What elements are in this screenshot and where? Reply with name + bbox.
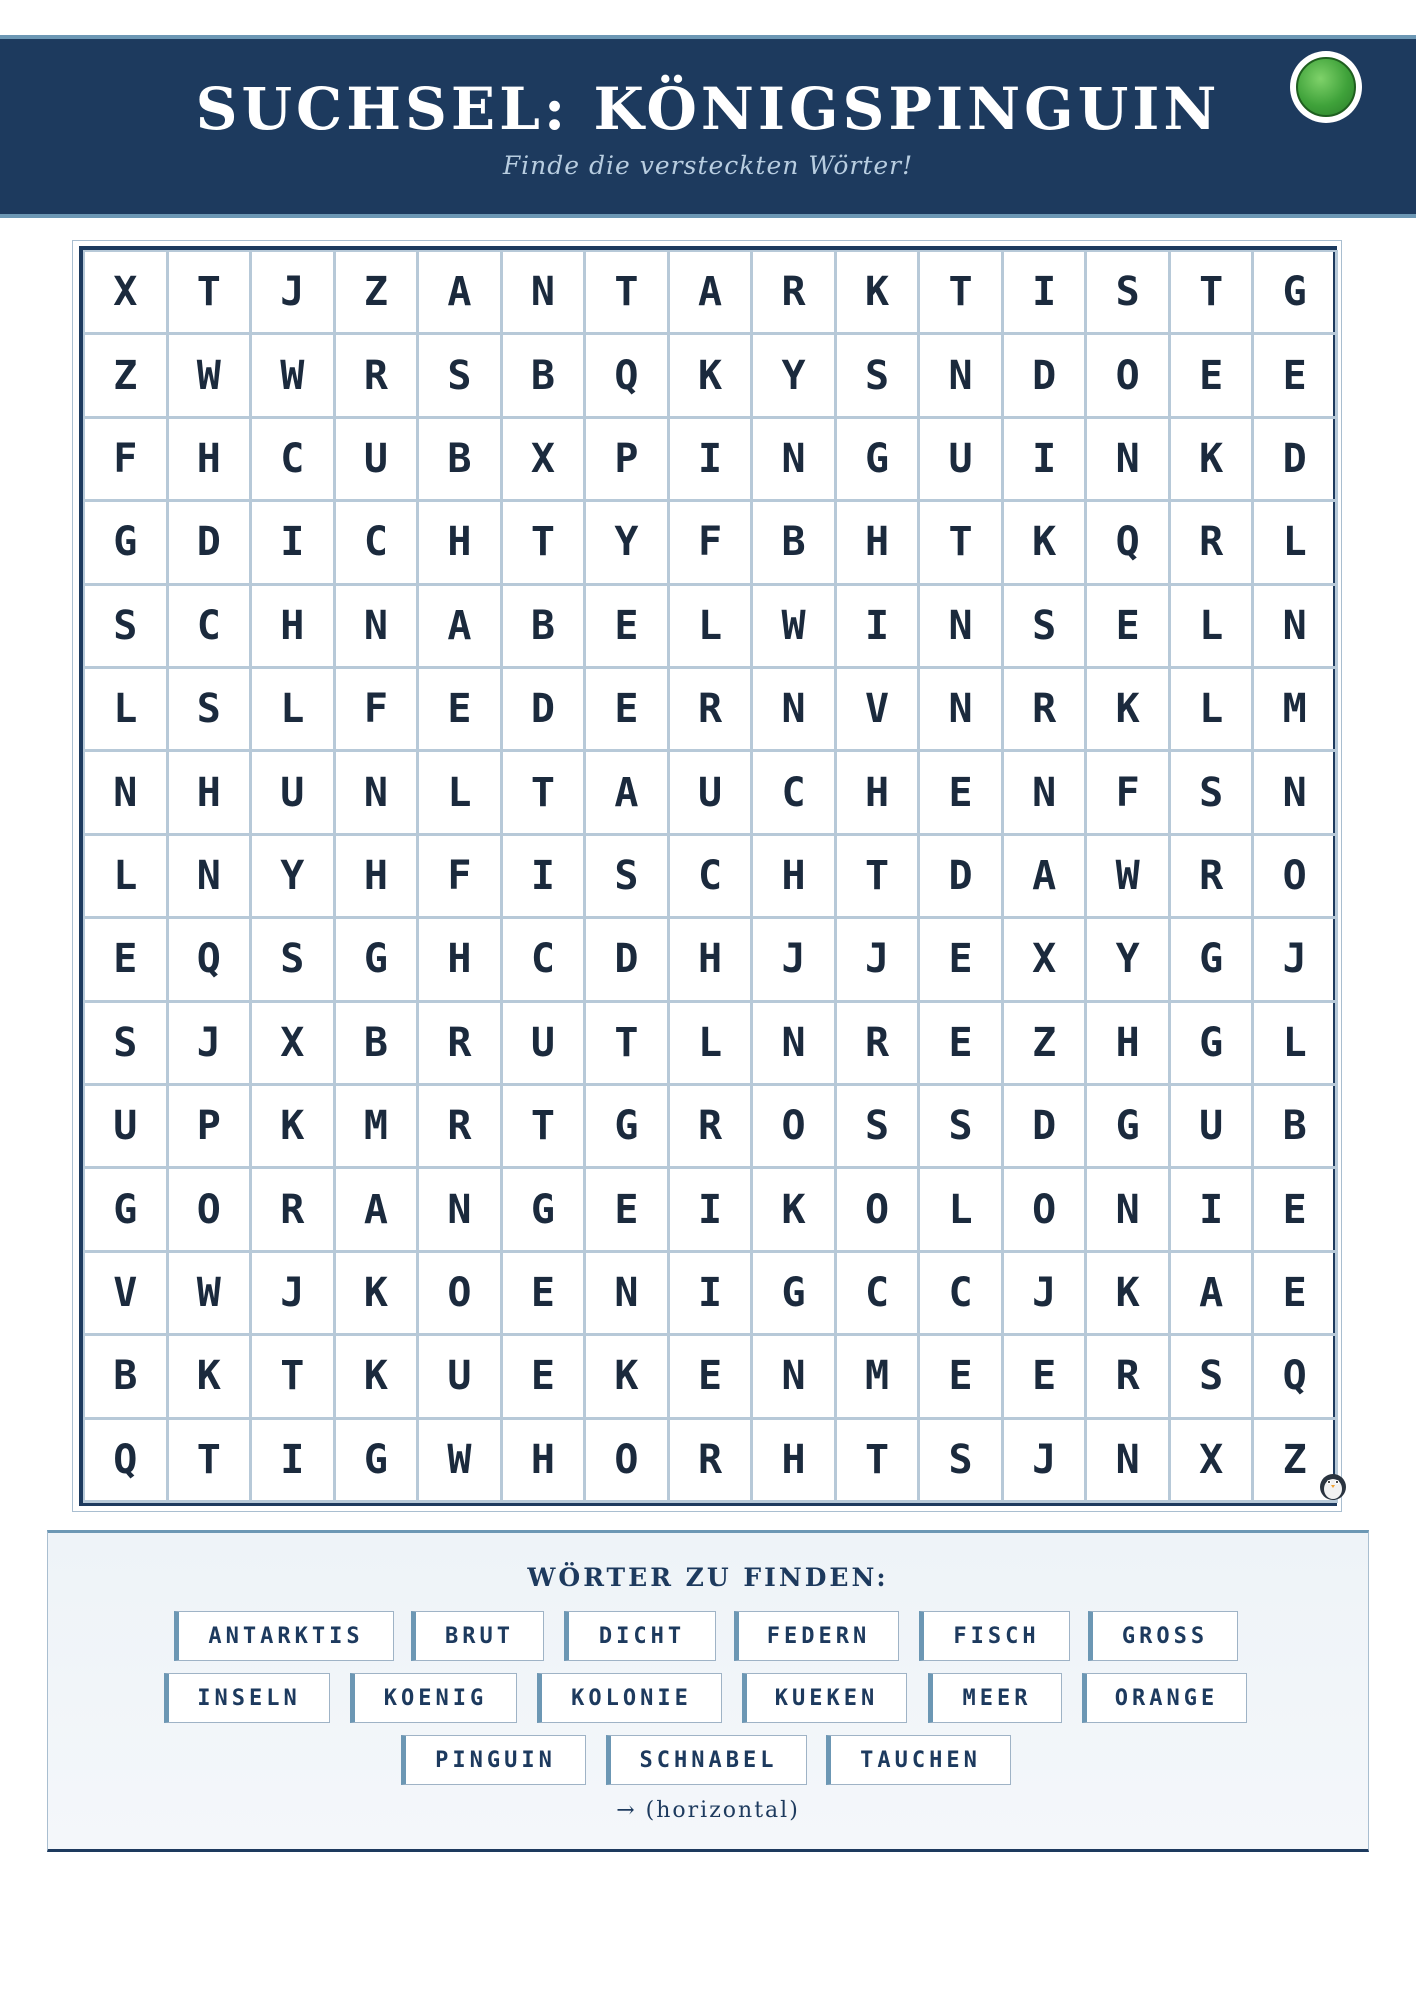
grid-cell[interactable]: I [1004, 252, 1088, 335]
grid-cell[interactable]: O [169, 1169, 253, 1252]
word-tag: KOLONIE [537, 1673, 722, 1723]
grid-cell[interactable]: C [169, 586, 253, 669]
grid-cell[interactable]: N [753, 669, 837, 752]
grid-cell[interactable]: C [503, 919, 587, 1002]
grid-cell[interactable]: A [670, 252, 754, 335]
grid-cell[interactable]: H [753, 1420, 837, 1503]
grid-cell[interactable]: N [419, 1169, 503, 1252]
grid-cell[interactable]: X [1171, 1420, 1255, 1503]
grid-cell[interactable]: G [586, 1086, 670, 1169]
grid-cell[interactable]: T [837, 1420, 921, 1503]
grid-cell[interactable]: S [837, 1086, 921, 1169]
grid-cell[interactable]: Y [252, 836, 336, 919]
grid-cell[interactable]: U [252, 752, 336, 835]
grid-cell[interactable]: L [1254, 1003, 1338, 1086]
word-tag: ORANGE [1082, 1673, 1247, 1723]
word-tag: TAUCHEN [826, 1735, 1011, 1785]
grid-cell[interactable]: F [419, 836, 503, 919]
grid-cell[interactable]: T [503, 752, 587, 835]
grid-cell[interactable]: S [920, 1420, 1004, 1503]
grid-cell[interactable]: H [837, 752, 921, 835]
direction-hint: → (horizontal) [616, 1798, 800, 1823]
grid-cell[interactable]: S [85, 1003, 169, 1086]
grid-cell[interactable]: T [169, 1420, 253, 1503]
grid-cell[interactable]: Q [586, 335, 670, 418]
grid-cell[interactable]: S [920, 1086, 1004, 1169]
grid-cell[interactable]: K [1087, 1253, 1171, 1336]
word-tag: KUEKEN [742, 1673, 907, 1723]
grid-cell[interactable]: C [837, 1253, 921, 1336]
grid-cell[interactable]: N [1087, 1420, 1171, 1503]
grid-cell[interactable]: C [670, 836, 754, 919]
grid-cell[interactable]: F [85, 419, 169, 502]
grid-cell[interactable]: E [920, 1336, 1004, 1419]
grid-cell[interactable]: R [1087, 1336, 1171, 1419]
grid-cell[interactable]: K [670, 335, 754, 418]
grid-cell[interactable]: N [503, 252, 587, 335]
grid-cell[interactable]: A [1004, 836, 1088, 919]
grid-cell[interactable]: N [586, 1253, 670, 1336]
grid-cell[interactable]: E [1254, 1253, 1338, 1336]
grid-cell[interactable]: U [419, 1336, 503, 1419]
grid-cell[interactable]: W [1087, 836, 1171, 919]
grid-cell[interactable]: D [1004, 1086, 1088, 1169]
grid-cell[interactable]: B [753, 502, 837, 585]
status-light-icon [1290, 51, 1362, 123]
grid-cell[interactable]: G [85, 502, 169, 585]
grid-cell[interactable]: B [336, 1003, 420, 1086]
grid-cell[interactable]: H [1087, 1003, 1171, 1086]
grid-cell[interactable]: G [1087, 1086, 1171, 1169]
grid-cell[interactable]: E [586, 586, 670, 669]
grid-cell[interactable]: U [1171, 1086, 1255, 1169]
grid-cell[interactable]: L [1254, 502, 1338, 585]
grid-cell[interactable]: U [920, 419, 1004, 502]
grid-cell[interactable]: K [1171, 419, 1255, 502]
word-tag: GROSS [1088, 1611, 1238, 1661]
grid-cell[interactable]: V [85, 1253, 169, 1336]
grid-cell[interactable]: O [1004, 1169, 1088, 1252]
grid-cell[interactable]: E [503, 1336, 587, 1419]
grid-cell[interactable]: C [920, 1253, 1004, 1336]
grid-cell[interactable]: A [586, 752, 670, 835]
grid-cell[interactable]: U [670, 752, 754, 835]
grid-cell[interactable]: U [85, 1086, 169, 1169]
grid-cell[interactable]: A [1171, 1253, 1255, 1336]
grid-cell[interactable]: N [920, 335, 1004, 418]
grid-cell[interactable]: R [670, 1420, 754, 1503]
penguin-icon [1316, 1468, 1350, 1502]
grid-cell[interactable]: Z [85, 335, 169, 418]
word-tag: FEDERN [734, 1611, 899, 1661]
grid-cell[interactable]: W [169, 335, 253, 418]
grid-cell[interactable]: L [419, 752, 503, 835]
grid-cell[interactable]: K [336, 1336, 420, 1419]
grid-cell[interactable]: G [503, 1169, 587, 1252]
grid-cell[interactable]: K [586, 1336, 670, 1419]
word-tag: INSELN [164, 1673, 330, 1723]
grid-cell[interactable]: B [503, 335, 587, 418]
grid-cell[interactable]: K [753, 1169, 837, 1252]
grid-cell[interactable]: Q [1087, 502, 1171, 585]
grid-cell[interactable]: J [837, 919, 921, 1002]
grid-cell[interactable]: O [586, 1420, 670, 1503]
grid-cell[interactable]: S [419, 335, 503, 418]
grid-cell[interactable]: N [753, 1336, 837, 1419]
grid-cell[interactable]: S [586, 836, 670, 919]
grid-cell[interactable]: C [753, 752, 837, 835]
grid-cell[interactable]: R [670, 1086, 754, 1169]
grid-cell[interactable]: R [419, 1003, 503, 1086]
grid-cell[interactable]: O [753, 1086, 837, 1169]
grid-cell[interactable]: U [503, 1003, 587, 1086]
grid-cell[interactable]: S [252, 919, 336, 1002]
grid-cell[interactable]: N [1087, 419, 1171, 502]
grid-cell[interactable]: B [85, 1336, 169, 1419]
grid-cell[interactable]: H [419, 919, 503, 1002]
word-tag: MEER [928, 1673, 1062, 1723]
grid-cell[interactable]: N [1254, 586, 1338, 669]
grid-cell[interactable]: R [670, 669, 754, 752]
grid-cell[interactable]: S [1171, 752, 1255, 835]
grid-cell[interactable]: N [1004, 752, 1088, 835]
grid-cell[interactable]: L [670, 586, 754, 669]
grid-cell[interactable]: D [1004, 335, 1088, 418]
grid-cell[interactable]: N [1087, 1169, 1171, 1252]
grid-cell[interactable]: E [1254, 1169, 1338, 1252]
grid-cell[interactable]: C [252, 419, 336, 502]
grid-cell[interactable]: G [1171, 1003, 1255, 1086]
grid-cell[interactable]: R [753, 252, 837, 335]
grid-cell[interactable]: N [753, 1003, 837, 1086]
grid-cell[interactable]: Y [1087, 919, 1171, 1002]
grid-cell[interactable]: T [920, 252, 1004, 335]
grid-cell[interactable]: Y [586, 502, 670, 585]
grid-cell[interactable]: J [1004, 1253, 1088, 1336]
grid-cell[interactable]: R [1171, 502, 1255, 585]
grid-cell[interactable]: K [837, 252, 921, 335]
grid-cell[interactable]: O [1254, 836, 1338, 919]
grid-cell[interactable]: T [1171, 252, 1255, 335]
grid-cell[interactable]: I [1004, 419, 1088, 502]
grid-cell[interactable]: J [252, 252, 336, 335]
grid-cell[interactable]: B [419, 419, 503, 502]
grid-cell[interactable]: E [920, 1003, 1004, 1086]
grid-cell[interactable]: A [336, 1169, 420, 1252]
grid-cell[interactable]: H [503, 1420, 587, 1503]
grid-cell[interactable]: Y [753, 335, 837, 418]
grid-cell[interactable]: W [169, 1253, 253, 1336]
grid-cell[interactable]: E [419, 669, 503, 752]
grid-cell[interactable]: N [169, 836, 253, 919]
grid-cell[interactable]: T [837, 836, 921, 919]
grid-cell[interactable]: J [1254, 919, 1338, 1002]
grid-cell[interactable]: Z [1004, 1003, 1088, 1086]
grid-cell[interactable]: E [1004, 1336, 1088, 1419]
grid-cell[interactable]: H [169, 419, 253, 502]
grid-cell[interactable]: S [837, 335, 921, 418]
header-banner [0, 35, 1416, 218]
grid-cell[interactable]: D [920, 836, 1004, 919]
page-subtitle: Finde die versteckten Wörter! [502, 151, 914, 180]
grid-cell[interactable]: P [586, 419, 670, 502]
grid-cell[interactable]: Q [169, 919, 253, 1002]
grid-cell[interactable]: S [85, 586, 169, 669]
grid-cell[interactable]: J [753, 919, 837, 1002]
grid-cell[interactable]: I [1171, 1169, 1255, 1252]
grid-cell[interactable]: N [920, 669, 1004, 752]
grid-cell[interactable]: R [1004, 669, 1088, 752]
grid-cell[interactable]: G [837, 419, 921, 502]
grid-cell[interactable]: R [837, 1003, 921, 1086]
grid-cell[interactable]: G [753, 1253, 837, 1336]
grid-cell[interactable]: Z [336, 252, 420, 335]
grid-cell[interactable]: M [837, 1336, 921, 1419]
grid-cell[interactable]: B [503, 586, 587, 669]
grid-cell[interactable]: J [252, 1253, 336, 1336]
grid-cell[interactable]: I [670, 419, 754, 502]
grid-cell[interactable]: S [1087, 252, 1171, 335]
grid-cell[interactable]: E [1171, 335, 1255, 418]
grid-cell[interactable]: K [252, 1086, 336, 1169]
grid-cell[interactable]: V [837, 669, 921, 752]
grid-cell[interactable]: T [586, 252, 670, 335]
grid-cell[interactable]: N [1254, 752, 1338, 835]
grid-cell[interactable]: O [1087, 335, 1171, 418]
grid-cell[interactable]: A [419, 252, 503, 335]
grid-cell[interactable]: N [753, 419, 837, 502]
grid-cell[interactable]: N [336, 586, 420, 669]
grid-cell[interactable]: F [1087, 752, 1171, 835]
grid-cell[interactable]: L [1171, 586, 1255, 669]
grid-cell[interactable]: T [503, 502, 587, 585]
grid-cell[interactable]: W [419, 1420, 503, 1503]
grid-cell[interactable]: R [1171, 836, 1255, 919]
grid-cell[interactable]: H [419, 502, 503, 585]
grid-cell[interactable]: G [1254, 252, 1338, 335]
grid-cell[interactable]: S [169, 669, 253, 752]
grid-cell[interactable]: D [169, 502, 253, 585]
grid-cell[interactable]: M [1254, 669, 1338, 752]
word-tag: DICHT [564, 1611, 716, 1661]
grid-cell[interactable]: E [920, 752, 1004, 835]
grid-cell[interactable]: X [503, 419, 587, 502]
grid-cell[interactable]: L [1171, 669, 1255, 752]
grid-cell[interactable]: H [252, 586, 336, 669]
grid-cell[interactable]: I [837, 586, 921, 669]
grid-cell[interactable]: X [252, 1003, 336, 1086]
grid-cell[interactable]: E [1254, 335, 1338, 418]
grid-cell[interactable]: G [336, 919, 420, 1002]
grid-cell[interactable]: W [753, 586, 837, 669]
grid-cell[interactable]: H [670, 919, 754, 1002]
word-list-panel [47, 1530, 1369, 1852]
grid-cell[interactable]: I [503, 836, 587, 919]
grid-cell[interactable]: E [1087, 586, 1171, 669]
grid-cell[interactable]: M [336, 1086, 420, 1169]
grid-cell[interactable]: L [85, 669, 169, 752]
grid-cell[interactable]: I [670, 1253, 754, 1336]
grid-cell[interactable]: E [586, 1169, 670, 1252]
word-tag: FISCH [919, 1611, 1070, 1661]
letter-grid [83, 250, 1338, 1503]
word-tag: BRUT [411, 1611, 544, 1661]
grid-cell[interactable]: E [85, 919, 169, 1002]
grid-cell[interactable]: H [336, 836, 420, 919]
grid-cell[interactable]: L [920, 1169, 1004, 1252]
grid-cell[interactable]: J [1004, 1420, 1088, 1503]
grid-cell[interactable]: D [586, 919, 670, 1002]
grid-cell[interactable]: T [503, 1086, 587, 1169]
grid-cell[interactable]: X [1004, 919, 1088, 1002]
grid-cell[interactable]: Q [85, 1420, 169, 1503]
grid-cell[interactable]: W [252, 335, 336, 418]
grid-cell[interactable]: G [1171, 919, 1255, 1002]
grid-cell[interactable]: I [252, 1420, 336, 1503]
grid-cell[interactable]: E [670, 1336, 754, 1419]
grid-cell[interactable]: K [1087, 669, 1171, 752]
grid-cell[interactable]: Z [1254, 1420, 1338, 1503]
grid-cell[interactable]: N [336, 752, 420, 835]
grid-cell[interactable]: E [586, 669, 670, 752]
grid-cell[interactable]: N [920, 586, 1004, 669]
grid-cell[interactable]: R [252, 1169, 336, 1252]
grid-cell[interactable]: L [85, 836, 169, 919]
grid-cell[interactable]: U [336, 419, 420, 502]
grid-cell[interactable]: K [336, 1253, 420, 1336]
grid-cell[interactable]: G [336, 1420, 420, 1503]
grid-cell[interactable]: A [419, 586, 503, 669]
grid-cell[interactable]: B [1254, 1086, 1338, 1169]
page-title: SUCHSEL: KÖNIGSPINGUIN [195, 75, 1221, 143]
grid-cell[interactable]: K [1004, 502, 1088, 585]
word-tag: PINGUIN [401, 1735, 586, 1785]
grid-cell[interactable]: K [169, 1336, 253, 1419]
grid-cell[interactable]: T [252, 1336, 336, 1419]
grid-cell[interactable]: T [169, 252, 253, 335]
grid-cell[interactable]: X [85, 252, 169, 335]
grid-cell[interactable]: R [336, 335, 420, 418]
grid-cell[interactable]: N [85, 752, 169, 835]
grid-cell[interactable]: R [419, 1086, 503, 1169]
word-tag: KOENIG [350, 1673, 517, 1723]
grid-cell[interactable]: F [336, 669, 420, 752]
grid-cell[interactable]: S [1004, 586, 1088, 669]
grid-cell[interactable]: I [670, 1169, 754, 1252]
grid-cell[interactable]: P [169, 1086, 253, 1169]
grid-cell[interactable]: H [169, 752, 253, 835]
grid-cell[interactable]: D [1254, 419, 1338, 502]
grid-cell[interactable]: I [252, 502, 336, 585]
grid-cell[interactable]: G [85, 1169, 169, 1252]
grid-cell[interactable]: S [1171, 1336, 1255, 1419]
grid-cell[interactable]: D [503, 669, 587, 752]
word-tag: ANTARKTIS [174, 1611, 394, 1661]
grid-cell[interactable]: H [837, 502, 921, 585]
grid-cell[interactable]: T [586, 1003, 670, 1086]
grid-cell[interactable]: H [753, 836, 837, 919]
word-list-title: WÖRTER ZU FINDEN: [527, 1563, 889, 1592]
grid-cell[interactable]: C [336, 502, 420, 585]
grid-cell[interactable]: E [503, 1253, 587, 1336]
grid-cell[interactable]: E [920, 919, 1004, 1002]
grid-cell[interactable]: J [169, 1003, 253, 1086]
grid-cell[interactable]: O [419, 1253, 503, 1336]
grid-cell[interactable]: O [837, 1169, 921, 1252]
grid-cell[interactable]: F [670, 502, 754, 585]
grid-cell[interactable]: L [670, 1003, 754, 1086]
word-tag: SCHNABEL [606, 1735, 807, 1785]
grid-cell[interactable]: T [920, 502, 1004, 585]
grid-cell[interactable]: L [252, 669, 336, 752]
grid-cell[interactable]: Q [1254, 1336, 1338, 1419]
